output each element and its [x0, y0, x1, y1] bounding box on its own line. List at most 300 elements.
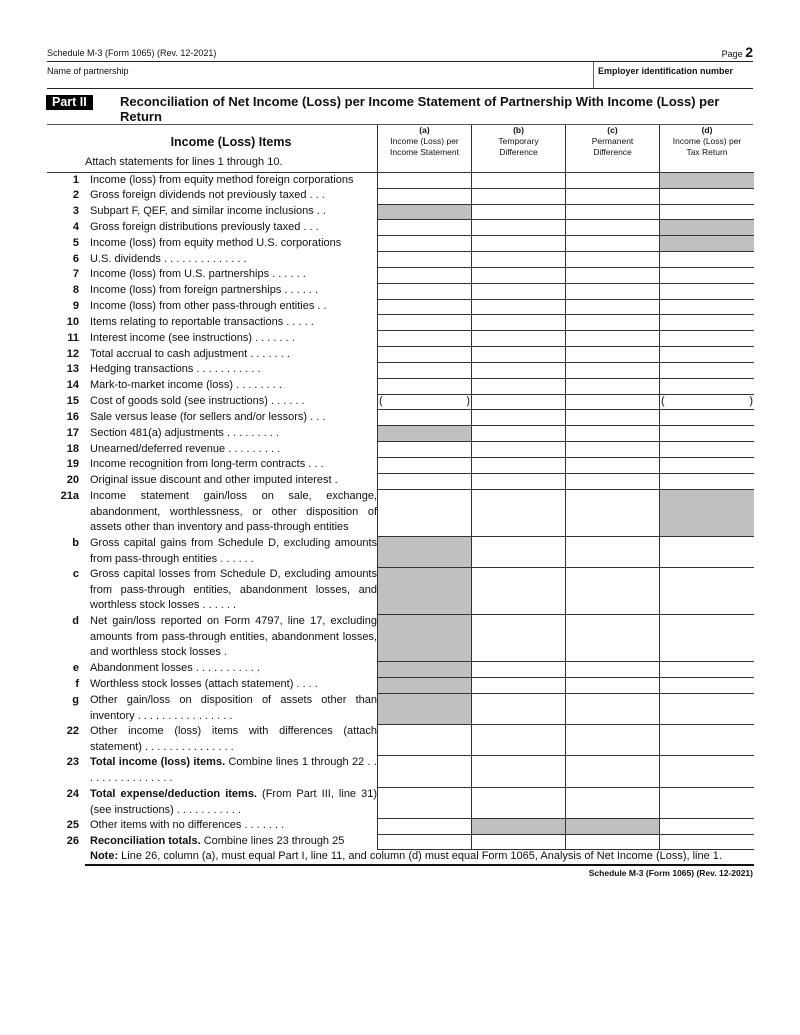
line-number: 6	[72, 252, 79, 265]
amount-cell-b[interactable]	[472, 755, 566, 787]
line-description	[85, 410, 378, 426]
amount-cell-c[interactable]	[566, 755, 660, 787]
income-loss-table	[47, 125, 754, 866]
line-description	[85, 315, 378, 331]
line-number: c	[72, 568, 79, 580]
line-description-bold: Total expense/deduction items.	[90, 788, 257, 800]
amount-cell-c[interactable]	[566, 299, 660, 315]
amount-cell-c[interactable]	[566, 220, 660, 236]
amount-cell-d[interactable]	[660, 724, 755, 755]
line-number: 8	[72, 284, 79, 296]
amount-cell-a[interactable]	[378, 410, 472, 426]
line-number: 5	[72, 236, 79, 249]
amount-cell-b[interactable]	[472, 204, 566, 220]
table-row	[47, 755, 754, 787]
line-number: 4	[72, 220, 79, 233]
column-header-a	[378, 125, 472, 172]
amount-cell-d[interactable]	[660, 188, 755, 204]
amount-cell-b[interactable]	[472, 787, 566, 818]
line-description	[85, 818, 378, 834]
amount-cell-b[interactable]	[472, 614, 566, 661]
column-label-line2: Tax Return	[686, 147, 728, 157]
line-description-text	[85, 724, 377, 755]
amount-cell-a[interactable]	[378, 378, 472, 394]
table-row	[47, 188, 754, 204]
amount-cell-b[interactable]	[472, 188, 566, 204]
line-description-text	[85, 818, 377, 834]
amount-cell-d[interactable]	[660, 378, 755, 394]
line-number: 18	[66, 442, 79, 455]
amount-cell-a[interactable]	[378, 457, 472, 473]
line-description-text	[85, 442, 377, 458]
line-description-text	[85, 834, 377, 850]
line-number: 15	[66, 395, 79, 407]
column-letter: (b)	[513, 125, 524, 135]
amount-cell-a[interactable]	[378, 362, 472, 378]
amount-cell-a	[378, 536, 472, 567]
line-description-text	[85, 347, 377, 363]
amount-cell-d	[660, 172, 755, 188]
amount-cell-b[interactable]	[472, 410, 566, 426]
line-description-body: Gross foreign dividends not previously taxed . . .	[90, 189, 325, 201]
line-description	[85, 378, 378, 394]
line-description-text	[85, 410, 377, 426]
line-number: 1	[72, 173, 79, 186]
amount-cell-d[interactable]	[660, 787, 755, 818]
amount-cell-b[interactable]	[472, 677, 566, 693]
amount-cell-d[interactable]	[660, 661, 755, 677]
line-description-text	[85, 693, 377, 724]
amount-cell-b[interactable]	[472, 724, 566, 755]
amount-cell-b[interactable]	[472, 378, 566, 394]
line-description-text	[85, 283, 377, 299]
amount-cell-d[interactable]	[660, 693, 755, 724]
line-description	[85, 787, 378, 818]
table-row	[47, 426, 754, 442]
amount-cell-c[interactable]	[566, 236, 660, 252]
page-label: Page	[721, 49, 743, 59]
line-description-body: Other income (loss) items with differences (attach statement) . . . . . . . . . . . . . . .	[90, 725, 377, 753]
table-row	[47, 787, 754, 818]
ein-divider	[593, 62, 594, 88]
line-description	[85, 394, 378, 410]
amount-cell-d[interactable]	[660, 677, 755, 693]
amount-cell-c[interactable]	[566, 172, 660, 188]
line-description	[85, 204, 378, 220]
amount-cell-c[interactable]	[566, 426, 660, 442]
amount-cell-a[interactable]	[378, 172, 472, 188]
amount-cell-b[interactable]	[472, 315, 566, 331]
line-description-text	[85, 252, 377, 268]
partnership-name-field[interactable]	[47, 76, 591, 88]
amount-cell-d[interactable]	[660, 331, 755, 347]
line-description-body: Worthless stock losses (attach statement) . . . .	[90, 678, 318, 690]
amount-cell-d[interactable]	[660, 394, 755, 410]
amount-cell-b[interactable]	[472, 394, 566, 410]
amount-cell-b[interactable]	[472, 362, 566, 378]
line-description-bold: Reconciliation totals.	[90, 835, 201, 847]
paren-close: )	[466, 394, 470, 407]
paren-open: (	[379, 394, 383, 407]
table-row	[47, 661, 754, 677]
line-number: 20	[66, 474, 79, 486]
table-row	[47, 220, 754, 236]
amount-cell-b[interactable]	[472, 536, 566, 567]
column-letter: (a)	[419, 125, 430, 135]
line-number: g	[72, 694, 79, 706]
line-description	[85, 331, 378, 347]
column-label-line2: Difference	[593, 147, 632, 157]
column-label-line1: Temporary	[498, 136, 539, 146]
amount-cell-a[interactable]	[378, 220, 472, 236]
amount-cell-b[interactable]	[472, 252, 566, 268]
amount-cell-d[interactable]	[660, 252, 755, 268]
line-description	[85, 536, 378, 567]
line-description	[85, 834, 378, 850]
amount-cell-c[interactable]	[566, 787, 660, 818]
line-description-body: Cost of goods sold (see instructions) . . . . . .	[90, 395, 305, 407]
amount-cell-a[interactable]	[378, 267, 472, 283]
line-description	[85, 283, 378, 299]
line-number: 11	[67, 331, 79, 344]
ein-label: Employer identification number	[598, 66, 734, 76]
line-description-text	[85, 536, 377, 567]
amount-cell-d[interactable]	[660, 755, 755, 787]
table-row	[47, 331, 754, 347]
amount-cell-b[interactable]	[472, 834, 566, 850]
amount-cell-c[interactable]	[566, 442, 660, 458]
line-description-body: Items relating to reportable transactions . . . . .	[90, 315, 314, 328]
line-description-body: Income (loss) from other pass-through entities . .	[90, 300, 327, 312]
amount-cell-d[interactable]	[660, 457, 755, 473]
amount-cell-a[interactable]	[378, 283, 472, 299]
line-description-text	[85, 267, 377, 283]
amount-cell-c[interactable]	[566, 378, 660, 394]
partnership-name-label: Name of partnership	[47, 66, 129, 76]
form-id-header: Schedule M-3 (Form 1065) (Rev. 12-2021)	[47, 48, 217, 58]
line-description-text	[85, 331, 377, 347]
amount-cell-a[interactable]	[378, 394, 472, 410]
items-header	[47, 125, 378, 172]
line-description	[85, 755, 378, 787]
line-number: 26	[66, 835, 79, 847]
column-label-line1: Permanent	[591, 136, 634, 146]
line-number: 2	[72, 189, 79, 201]
line-number: 19	[66, 458, 79, 470]
line-number: 16	[66, 410, 79, 423]
line-description-body: Abandonment losses . . . . . . . . . . .	[90, 662, 260, 674]
table-row	[47, 172, 754, 188]
form-id-footer: Schedule M-3 (Form 1065) (Rev. 12-2021)	[588, 868, 753, 878]
table-row	[47, 677, 754, 693]
items-title: Income (Loss) Items	[170, 135, 292, 149]
amount-cell-a	[378, 567, 472, 614]
amount-cell-b[interactable]	[472, 236, 566, 252]
line-number: 17	[66, 426, 79, 439]
amount-cell-d[interactable]	[660, 473, 755, 489]
amount-cell-d[interactable]	[660, 267, 755, 283]
amount-cell-a[interactable]	[378, 489, 472, 536]
amount-cell-c[interactable]	[566, 457, 660, 473]
line-number: 3	[72, 205, 79, 217]
line-description	[85, 172, 378, 188]
line-description-text	[85, 378, 377, 394]
amount-cell-d[interactable]	[660, 347, 755, 363]
column-label-line1: Income (Loss) per	[672, 136, 742, 146]
line-description-body: Income (loss) from equity method U.S. corporations	[90, 236, 342, 249]
amount-cell-c[interactable]	[566, 252, 660, 268]
amount-cell-b[interactable]	[472, 693, 566, 724]
line-number: 25	[66, 819, 79, 831]
column-label-line1: Income (Loss) per	[390, 136, 459, 146]
line-description-text	[85, 489, 377, 536]
table-row	[47, 818, 754, 834]
note-text: Line 26, column (a), must equal Part I, line 11, and column (d) must equal Form 1065, Analysis of Net Income (Loss), line 1.	[118, 850, 722, 862]
table-row	[47, 299, 754, 315]
line-description	[85, 457, 378, 473]
line-description-bold: Total income (loss) items.	[90, 756, 226, 768]
line-description-body: Section 481(a) adjustments . . . . . . . . .	[90, 426, 279, 439]
amount-cell-c[interactable]	[566, 267, 660, 283]
amount-cell-c[interactable]	[566, 614, 660, 661]
amount-cell-a[interactable]	[378, 331, 472, 347]
line-description-body: Combine lines 23 through 25	[200, 835, 345, 847]
amount-cell-d[interactable]	[660, 614, 755, 661]
amount-cell-b[interactable]	[472, 267, 566, 283]
amount-cell-c[interactable]	[566, 536, 660, 567]
line-number: 12	[66, 347, 79, 360]
line-description-text	[85, 755, 377, 786]
line-description-body: Net gain/loss reported on Form 4797, line 17, excluding amounts from pass-through entities, abandonment losses, and worthless stock losses .	[90, 615, 377, 658]
table-row	[47, 567, 754, 614]
table-row	[47, 442, 754, 458]
line-description-text	[85, 188, 377, 204]
line-description	[85, 567, 378, 614]
amount-cell-d	[660, 220, 755, 236]
line-number: 24	[66, 788, 79, 800]
amount-cell-c[interactable]	[566, 661, 660, 677]
line-description-body: Original issue discount and other imputed interest .	[90, 474, 338, 486]
table-row	[47, 724, 754, 755]
table-row	[47, 693, 754, 724]
line-number: 7	[72, 268, 79, 280]
amount-cell-c	[566, 818, 660, 834]
line-description	[85, 299, 378, 315]
amount-cell-d[interactable]	[660, 834, 755, 850]
line-description	[85, 473, 378, 489]
amount-cell-a[interactable]	[378, 834, 472, 850]
amount-cell-c[interactable]	[566, 315, 660, 331]
amount-cell-a[interactable]	[378, 755, 472, 787]
line-description	[85, 220, 378, 236]
line-description-text	[85, 394, 377, 410]
table-row	[47, 267, 754, 283]
paren-close: )	[749, 394, 753, 407]
amount-cell-d[interactable]	[660, 410, 755, 426]
amount-cell-c[interactable]	[566, 188, 660, 204]
line-number: 9	[72, 300, 79, 312]
line-description	[85, 724, 378, 755]
amount-cell-a	[378, 677, 472, 693]
amount-cell-b[interactable]	[472, 489, 566, 536]
table-row	[47, 204, 754, 220]
note-label: Note:	[90, 850, 119, 862]
table-row	[47, 473, 754, 489]
line-description-body: Hedging transactions . . . . . . . . . . .	[90, 363, 261, 375]
amount-cell-c[interactable]	[566, 489, 660, 536]
line-description	[85, 693, 378, 724]
line-description-body: Income statement gain/loss on sale, exchange, abandonment, worthlessness, or other disposition of assets other than inventory and pass-through entities	[90, 490, 377, 533]
line-number: 23	[66, 756, 79, 768]
amount-cell-a	[378, 204, 472, 220]
amount-cell-c[interactable]	[566, 283, 660, 299]
column-header-b	[472, 125, 566, 172]
part-top-rule	[47, 88, 753, 89]
amount-cell-b[interactable]	[472, 426, 566, 442]
ein-field[interactable]	[596, 76, 752, 88]
amount-cell-b[interactable]	[472, 331, 566, 347]
line-description	[85, 677, 378, 693]
table-row	[47, 834, 754, 850]
amount-cell-a[interactable]	[378, 787, 472, 818]
amount-cell-a	[378, 426, 472, 442]
amount-cell-b[interactable]	[472, 347, 566, 363]
amount-cell-d[interactable]	[660, 362, 755, 378]
line-description	[85, 489, 378, 536]
line-description-body: Other gain/loss on disposition of assets other than inventory . . . . . . . . . . . . . . . .	[90, 694, 377, 722]
items-subtitle: Attach statements for lines 1 through 10.	[85, 156, 283, 168]
line-number: b	[72, 537, 79, 549]
table-row	[47, 394, 754, 410]
column-label-line2: Income Statement	[390, 147, 459, 157]
amount-cell-a[interactable]	[378, 315, 472, 331]
line-description-body: Sale versus lease (for sellers and/or lessors) . . .	[90, 410, 326, 423]
amount-cell-c[interactable]	[566, 347, 660, 363]
amount-cell-c[interactable]	[566, 567, 660, 614]
amount-cell-d[interactable]	[660, 536, 755, 567]
line-description-text	[85, 315, 377, 331]
line-description-body: Combine lines 1 through 22 . . . . . . . . . . . . . . . .	[90, 756, 377, 784]
line-description	[85, 236, 378, 252]
amount-cell-a[interactable]	[378, 188, 472, 204]
amount-cell-d[interactable]	[660, 299, 755, 315]
table-row	[47, 410, 754, 426]
line-description-text	[85, 220, 377, 236]
line-description-text	[85, 236, 377, 252]
amount-cell-c[interactable]	[566, 693, 660, 724]
amount-cell-d[interactable]	[660, 283, 755, 299]
line-number: e	[72, 662, 79, 674]
header-rule	[47, 61, 753, 62]
amount-cell-a	[378, 693, 472, 724]
amount-cell-a[interactable]	[378, 473, 472, 489]
column-header-d	[660, 125, 755, 172]
line-description-body: Gross foreign distributions previously taxed . . .	[90, 220, 319, 233]
line-description-body: (From Part III, line 31) (see instructions) . . . . . . . . . . .	[90, 788, 378, 816]
line-description-text	[85, 787, 377, 818]
amount-cell-c[interactable]	[566, 724, 660, 755]
amount-cell-b[interactable]	[472, 567, 566, 614]
amount-cell-b[interactable]	[472, 283, 566, 299]
amount-cell-b[interactable]	[472, 661, 566, 677]
amount-cell-b[interactable]	[472, 220, 566, 236]
part-title: Reconciliation of Net Income (Loss) per Income Statement of Partnership With Income (Loss) per Return	[120, 94, 720, 124]
amount-cell-b[interactable]	[472, 473, 566, 489]
line-description-body: U.S. dividends . . . . . . . . . . . . . .	[90, 252, 247, 265]
amount-cell-b[interactable]	[472, 299, 566, 315]
amount-cell-c[interactable]	[566, 473, 660, 489]
amount-cell-d[interactable]	[660, 567, 755, 614]
line-description-body: Other items with no differences . . . . . . .	[90, 819, 285, 831]
amount-cell-a[interactable]	[378, 252, 472, 268]
line-description	[85, 188, 378, 204]
amount-cell-d	[660, 489, 755, 536]
line-number: f	[75, 678, 79, 690]
line-description-text	[85, 614, 377, 661]
table-row	[47, 252, 754, 268]
amount-cell-d[interactable]	[660, 315, 755, 331]
line-description-text	[85, 473, 377, 489]
table-row	[47, 378, 754, 394]
line-description-body: Gross capital losses from Schedule D, excluding amounts from pass-through entities, abandonment losses, and worthless stock losses . . . . . .	[90, 568, 377, 611]
line-description	[85, 362, 378, 378]
amount-cell-c[interactable]	[566, 331, 660, 347]
line-description-text	[85, 677, 377, 693]
amount-cell-d[interactable]	[660, 426, 755, 442]
line-number: d	[72, 615, 79, 627]
table-row	[47, 489, 754, 536]
amount-cell-a[interactable]	[378, 442, 472, 458]
amount-cell-b[interactable]	[472, 457, 566, 473]
amount-cell-c[interactable]	[566, 362, 660, 378]
amount-cell-a[interactable]	[378, 818, 472, 834]
amount-cell-d[interactable]	[660, 442, 755, 458]
amount-cell-b[interactable]	[472, 442, 566, 458]
amount-cell-a[interactable]	[378, 724, 472, 755]
line-description-text	[85, 661, 377, 677]
amount-cell-a[interactable]	[378, 347, 472, 363]
line-description-body: Subpart F, QEF, and similar income inclusions . .	[90, 205, 326, 217]
reconciliation-note	[85, 850, 754, 866]
amount-cell-c[interactable]	[566, 410, 660, 426]
table-row	[47, 536, 754, 567]
amount-cell-c[interactable]	[566, 394, 660, 410]
amount-cell-d[interactable]	[660, 818, 755, 834]
table-row	[47, 457, 754, 473]
line-description-text	[85, 173, 377, 189]
line-description-body: Income (loss) from foreign partnerships . . . . . .	[90, 284, 319, 296]
line-description	[85, 252, 378, 268]
amount-cell-a[interactable]	[378, 299, 472, 315]
column-letter: (d)	[701, 125, 713, 135]
amount-cell-c[interactable]	[566, 677, 660, 693]
line-number: 14	[66, 379, 79, 391]
line-description-body: Unearned/deferred revenue . . . . . . . . .	[90, 442, 281, 455]
line-description	[85, 442, 378, 458]
amount-cell-d[interactable]	[660, 204, 755, 220]
line-description	[85, 267, 378, 283]
line-description-text	[85, 457, 377, 473]
line-description	[85, 347, 378, 363]
amount-cell-c[interactable]	[566, 204, 660, 220]
amount-cell-d	[660, 236, 755, 252]
amount-cell-a[interactable]	[378, 236, 472, 252]
line-description-body: Mark-to-market income (loss) . . . . . . . .	[90, 379, 282, 391]
line-description-body: Gross capital gains from Schedule D, excluding amounts from pass-through entities . . . . . .	[90, 537, 377, 565]
amount-cell-b[interactable]	[472, 172, 566, 188]
line-description	[85, 614, 378, 661]
amount-cell-c[interactable]	[566, 834, 660, 850]
